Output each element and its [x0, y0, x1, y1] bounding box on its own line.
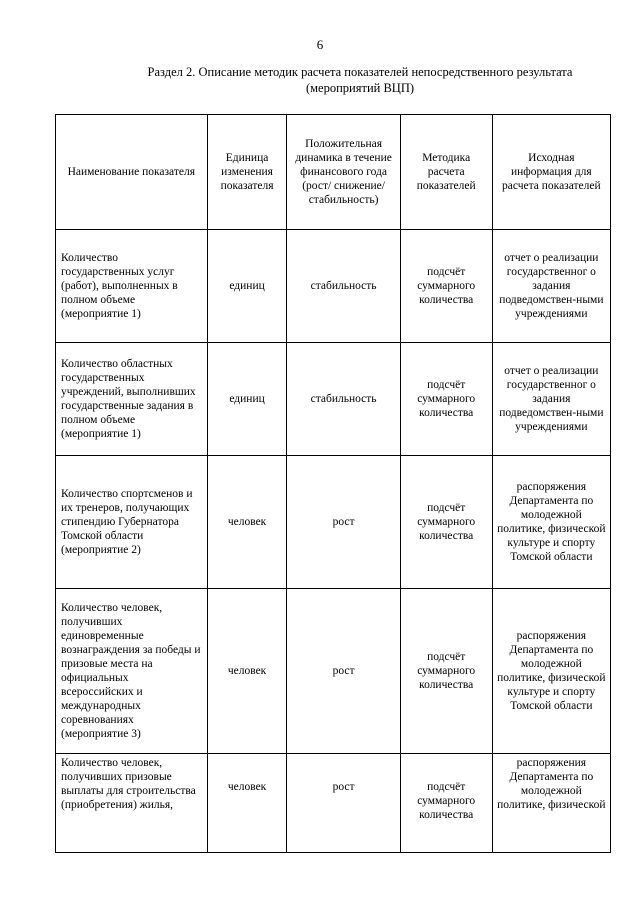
cell-unit: человек	[207, 589, 287, 754]
cell-method: подсчёт суммарного количества	[400, 589, 492, 754]
cell-indicator-name: Количество областных государственных учреждений, выполнивших государственные задания в полном объеме (мероприятие 1)	[56, 343, 208, 456]
cell-source: распоряжения Департамента по молодежной политике, физической культуре и спорту Томской области	[492, 456, 610, 589]
cell-method: подсчёт суммарного количества	[400, 343, 492, 456]
table-row	[56, 754, 611, 853]
cell-source: распоряжения Департамента по молодежной политике, физической	[492, 754, 610, 853]
cell-unit: человек	[207, 754, 287, 853]
cell-dynamics: рост	[287, 456, 400, 589]
table-header-row	[56, 115, 611, 230]
table-row	[56, 230, 611, 343]
cell-method: подсчёт суммарного количества	[400, 230, 492, 343]
table-row	[56, 456, 611, 589]
cell-method: подсчёт суммарного количества	[400, 456, 492, 589]
page-number: 6	[316, 37, 324, 52]
table-row	[56, 343, 611, 456]
cell-dynamics: рост	[287, 589, 400, 754]
cell-indicator-name: Количество спортсменов и их тренеров, получающих стипендию Губернатора Томской области (мероприятие 2)	[56, 456, 208, 589]
cell-dynamics: рост	[287, 754, 400, 853]
cell-dynamics: стабильность	[287, 343, 400, 456]
cell-source: отчет о реализации государственног о задания подведомствен-ными учреждениями	[492, 230, 610, 343]
section-title: Раздел 2. Описание методик расчета показателей непосредственного результата (мероприятий ВЦП)	[147, 65, 573, 95]
cell-source: отчет о реализации государственног о задания подведомствен-ными учреждениями	[492, 343, 610, 456]
cell-unit: человек	[207, 456, 287, 589]
header-unit: Единица изменения показателя	[207, 115, 287, 230]
cell-method: подсчёт суммарного количества	[400, 754, 492, 853]
cell-indicator-name: Количество человек, получивших призовые выплаты для строительства (приобретения) жилья,	[56, 754, 208, 853]
cell-unit: единиц	[207, 343, 287, 456]
header-source: Исходная информация для расчета показателей	[492, 115, 610, 230]
table-row	[56, 589, 611, 754]
header-dynamics: Положительная динамика в течение финансового года (рост/ снижение/ стабильность)	[287, 115, 400, 230]
header-method: Методика расчета показателей	[400, 115, 492, 230]
cell-dynamics: стабильность	[287, 230, 400, 343]
cell-unit: единиц	[207, 230, 287, 343]
cell-source: распоряжения Департамента по молодежной политике, физической культуре и спорту Томской области	[492, 589, 610, 754]
cell-indicator-name: Количество государственных услуг (работ), выполненных в полном объеме (мероприятие 1)	[56, 230, 208, 343]
indicators-table	[55, 114, 611, 853]
header-indicator-name: Наименование показателя	[56, 115, 208, 230]
cell-indicator-name: Количество человек, получивших единовременные вознаграждения за победы и призовые места на официальных всероссийских и международных соревнованиях (мероприятие 3)	[56, 589, 208, 754]
